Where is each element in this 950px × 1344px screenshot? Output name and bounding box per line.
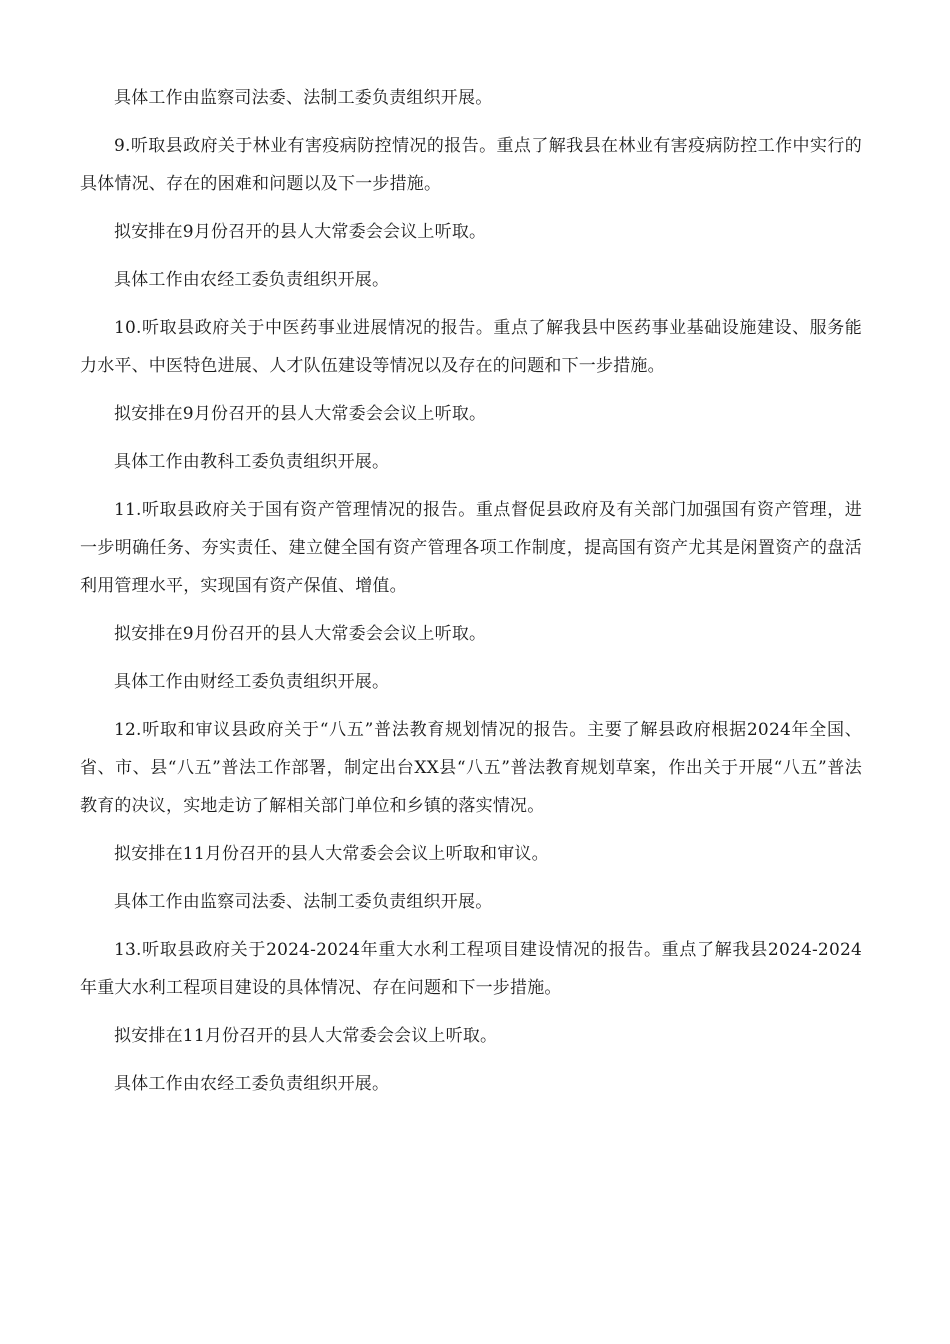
- paragraph: 拟安排在9月份召开的县人大常委会会议上听取。: [114, 624, 487, 644]
- paragraph: 拟安排在9月份召开的县人大常委会会议上听取。: [114, 222, 487, 242]
- paragraph: 具体工作由农经工委负责组织开展。: [114, 1074, 390, 1094]
- paragraph: 9.听取县政府关于林业有害疫病防控情况的报告。重点了解我县在林业有害疫病防控工作中实行的具体情况、存在的困难和问题以及下一步措施。: [80, 136, 862, 194]
- paragraph: 11.听取县政府关于国有资产管理情况的报告。重点督促县政府及有关部门加强国有资产管理，进一步明确任务、夯实责任、建立健全国有资产管理各项工作制度，提高国有资产尤其是闲置资产的盘活利用管理水平，实现国有资产保值、增值。: [80, 500, 862, 596]
- paragraph: 具体工作由监察司法委、法制工委负责组织开展。: [114, 892, 493, 912]
- paragraph: 具体工作由财经工委负责组织开展。: [114, 672, 390, 692]
- paragraph: 10.听取县政府关于中医药事业进展情况的报告。重点了解我县中医药事业基础设施建设、服务能力水平、中医特色进展、人才队伍建设等情况以及存在的问题和下一步措施。: [80, 318, 862, 376]
- paragraph: 12.听取和审议县政府关于“八五”普法教育规划情况的报告。主要了解县政府根据2024年全国、省、市、县“八五”普法工作部署，制定出台XX县“八五”普法教育规划草案，作出关于开展“八五”普法教育的决议，实地走访了解相关部门单位和乡镇的落实情况。: [80, 720, 862, 816]
- paragraph: 拟安排在11月份召开的县人大常委会会议上听取。: [114, 1026, 498, 1046]
- paragraph: 拟安排在9月份召开的县人大常委会会议上听取。: [114, 404, 487, 424]
- paragraph: 具体工作由监察司法委、法制工委负责组织开展。: [114, 88, 493, 108]
- paragraph: 具体工作由教科工委负责组织开展。: [114, 452, 390, 472]
- paragraph: 具体工作由农经工委负责组织开展。: [114, 270, 390, 290]
- paragraph: 拟安排在11月份召开的县人大常委会会议上听取和审议。: [114, 844, 549, 864]
- paragraph: 13.听取县政府关于2024-2024年重大水利工程项目建设情况的报告。重点了解我县2024-2024年重大水利工程项目建设的具体情况、存在问题和下一步措施。: [80, 940, 862, 998]
